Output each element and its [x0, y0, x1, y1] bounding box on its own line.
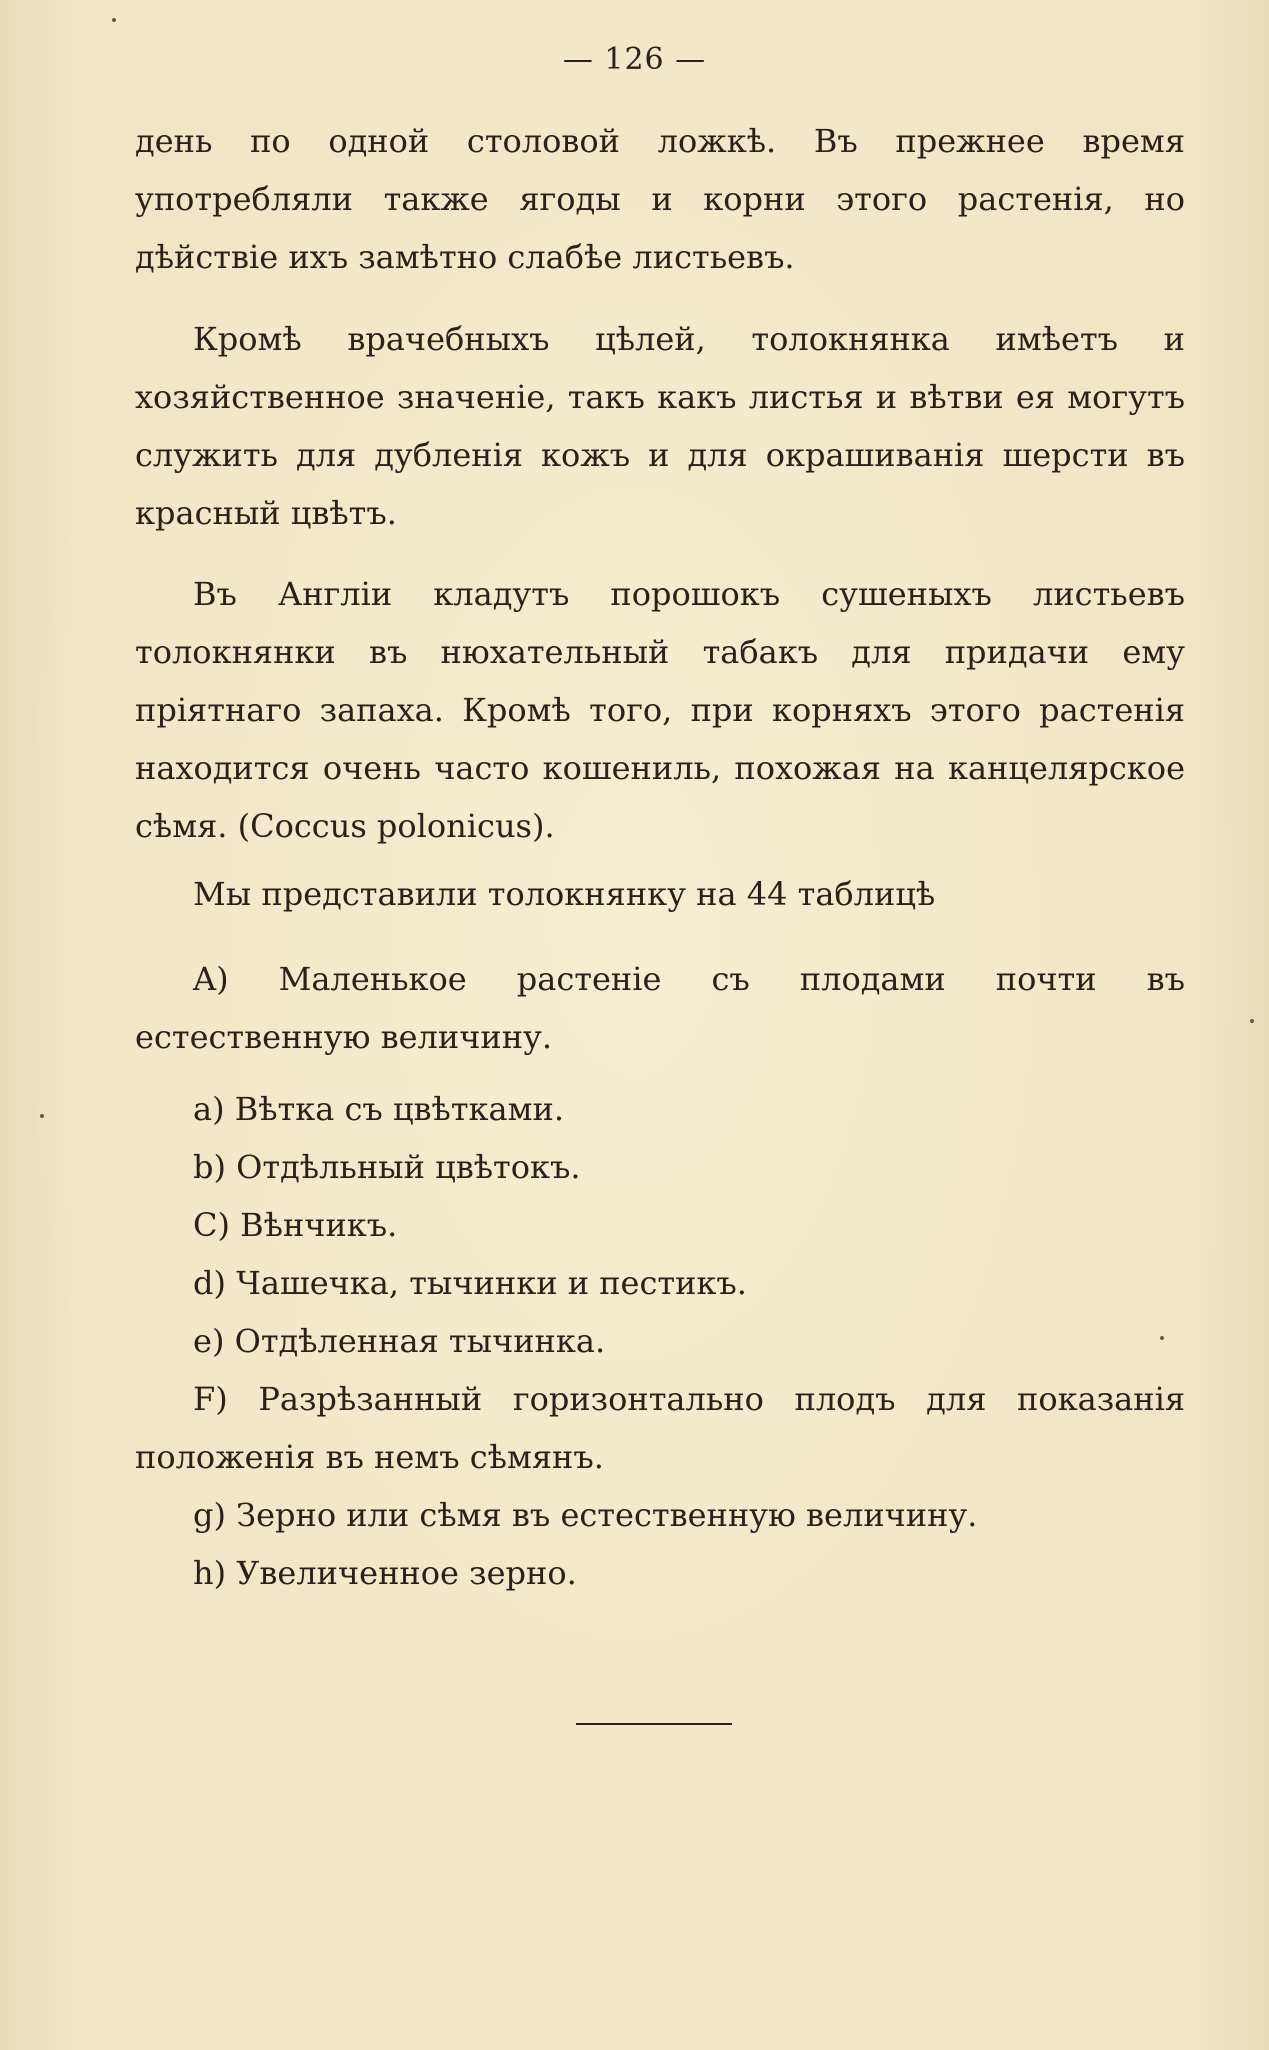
- paragraph-england-use: Въ Англіи кладутъ порошокъ сушеныхъ листьевъ толокнянки въ нюхательный табакъ для придачи ему пріятнаго запаха. Кромѣ того, при корняхъ этого растенія находится очень часто кошениль, похожая на канцелярское сѣмя. (Coccus polonicus).: [135, 575, 1185, 845]
- print-speck: [40, 1114, 44, 1118]
- list-item: d) Чашечка, тычинки и пестикъ.: [193, 1264, 747, 1302]
- paragraph-plate-reference: Мы представили толокнянку на 44 таблицѣ: [193, 875, 936, 913]
- print-speck: [112, 18, 116, 22]
- figure-legend-list: [135, 1080, 1185, 1602]
- paragraph-economic-use: Кромѣ врачебныхъ цѣлей, толокнянка имѣетъ и хозяйственное значеніе, такъ какъ листья и вѣтви ея могутъ служить для дубленія кожъ и для окрашиванія шерсти въ красный цвѣтъ.: [135, 320, 1185, 532]
- list-item: h) Увеличенное зерно.: [193, 1554, 577, 1592]
- list-item: C) Вѣнчикъ.: [193, 1206, 398, 1244]
- list-item: F) Разрѣзанный горизонтально плодъ для показанія положенія въ немъ сѣмянъ.: [135, 1380, 1185, 1476]
- list-item: a) Вѣтка съ цвѣтками.: [193, 1090, 565, 1128]
- list-item: b) Отдѣльный цвѣтокъ.: [193, 1148, 581, 1186]
- list-item: e) Отдѣленная тычинка.: [193, 1322, 606, 1360]
- paragraph-continuation: день по одной столовой ложкѣ. Въ прежнее время употребляли также ягоды и корни этого растенія, но дѣйствіе ихъ замѣтно слабѣе листьевъ.: [135, 122, 1185, 276]
- paragraph-figure-a: A) Маленькое растеніе съ плодами почти въ естественную величину.: [135, 960, 1185, 1056]
- list-item: g) Зерно или сѣмя въ естественную величину.: [193, 1496, 978, 1534]
- print-speck: [1160, 1336, 1164, 1340]
- print-speck: [1250, 1019, 1254, 1023]
- end-divider: [576, 1723, 732, 1725]
- page-number: — 126 —: [562, 42, 707, 77]
